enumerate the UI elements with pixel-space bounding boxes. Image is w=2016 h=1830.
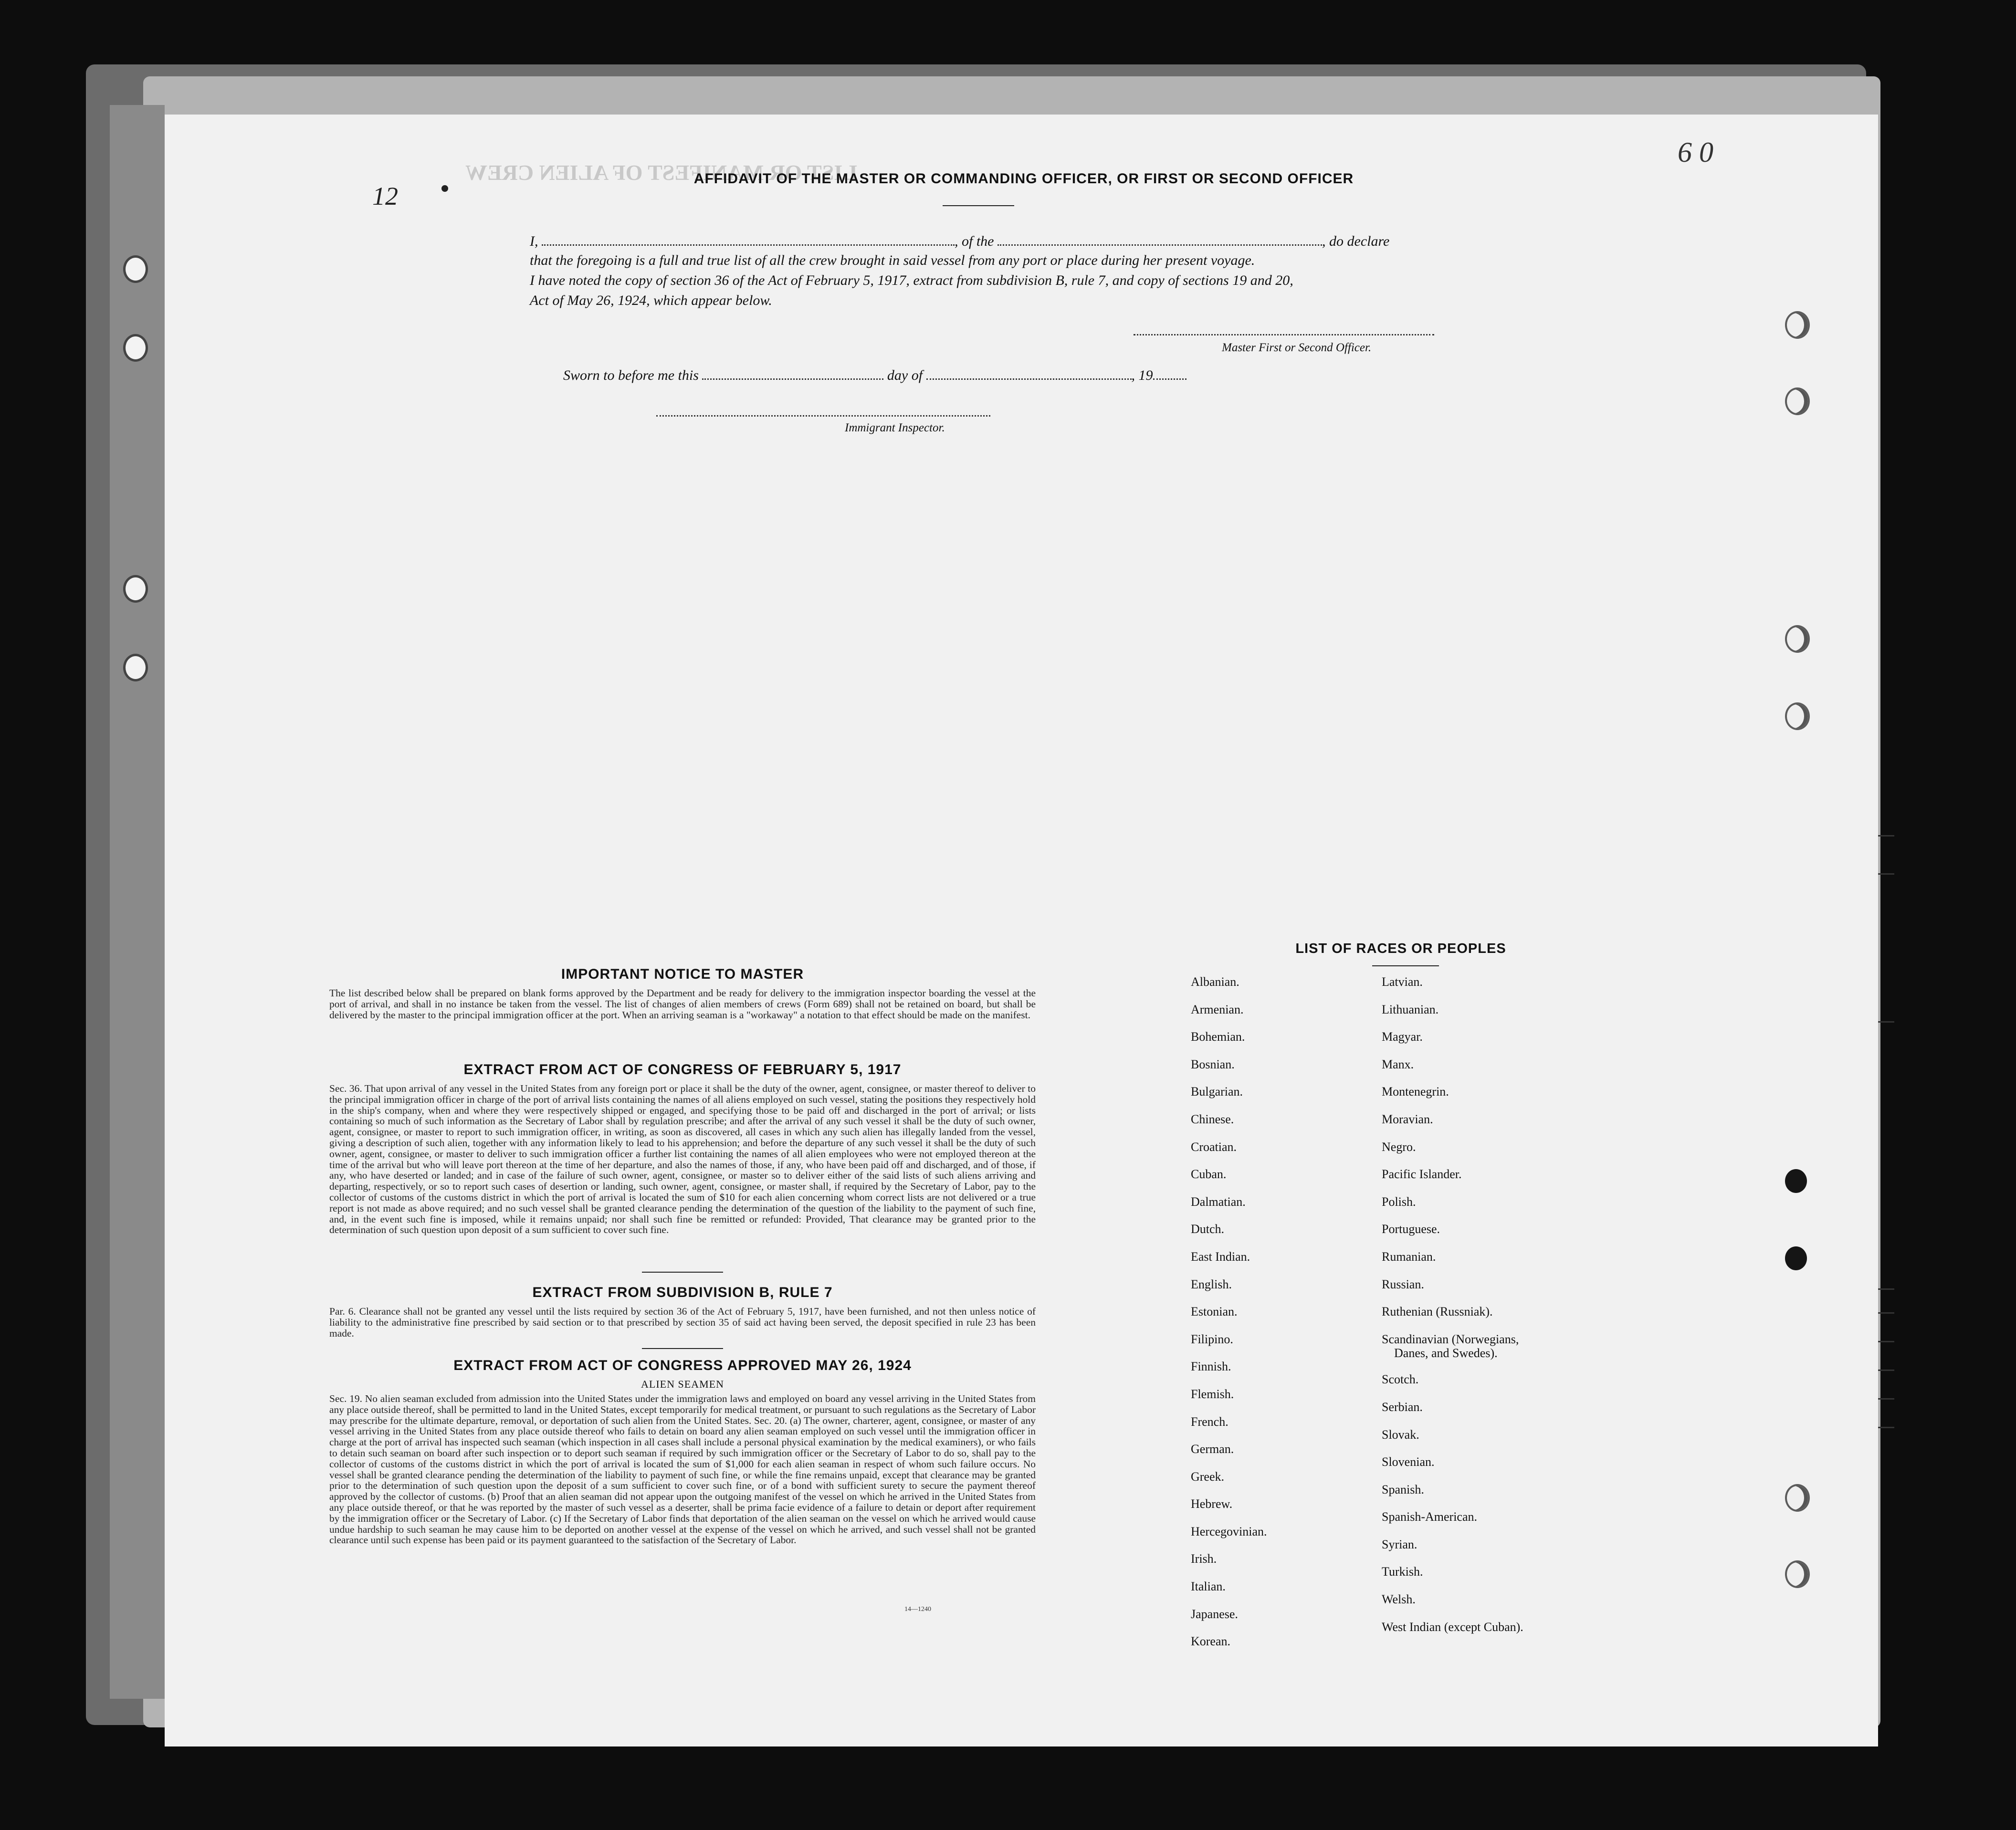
binder-hole-icon: [123, 255, 148, 283]
extract-1924-body: Sec. 19. No alien seaman excluded from admission into the United States under the immigration laws and employed on board any vessel arriving in the United States from any place outside thereof, shall be permitted to land in the United States, except temporarily for medical treatment, or pursuant to such regulations as the Secretary of Labor may prescribe for the ultimate departure, removal, or deportation of such alien from the United States. Sec. 20. (a) The owner, charterer, agent, consignee, or master of any vessel arriving in the United States from any place outside thereof who fails to detain on board any alien seaman employed on such vessel until the immigration officer in charge at the port of arrival has inspected such seaman (which inspection in all cases shall include a personal physical examination by the medical examiners), or who fails to detain such seaman on board after such inspection or to deport such seaman if required by such immigration officer or the Secretary of Labor to do so, shall pay to the collector of customs of the customs district in which the port of arrival is located the sum of $1,000 for each alien seaman in respect of whom such failure occurs. No vessel shall be granted clearance pending the determination of the liability to payment of such fine, or while the fine remains unpaid, except that clearance may be granted prior to the determination of such question upon the deposit of a sum sufficient to cover such fine, or of a bond with sufficient surety to secure the payment thereof approved by the collector of customs. (b) Proof that an alien seaman did not appear upon the outgoing manifest of the vessel on which he arrived in the United States from any place outside thereof, or that he was reported by the master of such vessel as a deserter, shall be prima facie evidence of a failure to detain or deport after requirement by the immigration officer or the Secretary of Labor. (c) If the Secretary of Labor finds that deportation of the alien seaman on the vessel on which he arrived would cause undue hardship to such seaman he may cause him to be deported on another vessel at the expense of the vessel on which he arrived, and such vessel shall not be granted clearance until such expense has been paid or its payment guaranteed to the satisfaction of the Secretary of Labor.: [329, 1393, 1036, 1546]
race-list-item: Chinese.: [1191, 1112, 1234, 1126]
race-list-item: Slovak.: [1382, 1427, 1419, 1442]
race-list-item: Negro.: [1382, 1140, 1416, 1154]
race-list-item: Bosnian.: [1191, 1057, 1235, 1071]
ink-dot: [441, 185, 448, 192]
master-signature-label: Master First or Second Officer.: [1222, 341, 1372, 354]
vessel-name-field[interactable]: [998, 244, 1322, 246]
race-list-item: English.: [1191, 1277, 1232, 1291]
race-list-item: Estonian.: [1191, 1305, 1238, 1319]
notice-body: The list described below shall be prepared on blank forms approved by the Department and be ready for delivery to the immigration inspector boarding the vessel at the port of arrival, and shall in no instance be taken from the vessel. The list of changes of alien members of crews (Form 689) shall not be retained on board, but shall be delivered by the master to the principal immigration officer at the port. When an arriving seaman is a "workaway" a notation to that effect should be made on the manifest.: [329, 987, 1036, 1021]
tab-mark: [1878, 835, 1894, 837]
race-list-item: French.: [1191, 1414, 1228, 1429]
races-heading: LIST OF RACES OR PEOPLES: [1295, 941, 1506, 956]
punch-hole-icon: [1785, 311, 1810, 339]
race-list-item: Dutch.: [1191, 1222, 1225, 1236]
race-list-item: Polish.: [1382, 1194, 1416, 1209]
punch-hole-icon: [1785, 625, 1810, 653]
punch-hole-icon: [1785, 702, 1810, 730]
rule7-heading: EXTRACT FROM SUBDIVISION B, RULE 7: [532, 1285, 833, 1300]
race-list-item: Welsh.: [1382, 1592, 1416, 1607]
section-rule: [642, 1348, 723, 1349]
inspector-signature-field[interactable]: [656, 415, 990, 417]
sworn-line: Sworn to before me this day of , 19: [563, 367, 1470, 384]
race-list-item: Spanish.: [1382, 1482, 1424, 1496]
affidavit-declaration-line2: that the foregoing is a full and true list of all the crew brought in said vessel from any port or place during her present voyage.: [530, 252, 1255, 268]
bleed-through-heading: LIST OR MANIFEST OF ALIEN CREW: [465, 160, 857, 185]
tab-mark: [1878, 1398, 1894, 1400]
heading-rule: [943, 205, 1014, 206]
punch-hole-icon: [1785, 1560, 1810, 1588]
affidavit-heading: AFFIDAVIT OF THE MASTER OR COMMANDING OFFICER, OR FIRST OR SECOND OFFICER: [693, 171, 1354, 187]
race-list-item: Irish.: [1191, 1552, 1217, 1566]
punch-hole-icon: [1785, 387, 1810, 415]
race-list-item: Ruthenian (Russniak).: [1382, 1305, 1493, 1319]
race-list-item: Scotch.: [1382, 1372, 1419, 1387]
race-list-item: Hercegovinian.: [1191, 1524, 1267, 1538]
race-list-item: Turkish.: [1382, 1565, 1423, 1579]
tab-mark: [1878, 1341, 1894, 1342]
affidavit-declaration-line4: Act of May 26, 1924, which appear below.: [530, 293, 772, 308]
binder-hole-icon: [123, 654, 148, 681]
race-list-item: Montenegrin.: [1382, 1085, 1449, 1099]
tab-mark: [1878, 873, 1894, 875]
race-list-item: Slovenian.: [1382, 1455, 1435, 1469]
race-list-item: Moravian.: [1382, 1112, 1433, 1126]
sworn-month-field[interactable]: [926, 378, 1132, 380]
alien-seamen-subheading: ALIEN SEAMEN: [641, 1378, 724, 1390]
punch-hole-icon: [1785, 1169, 1807, 1193]
race-list-item: Japanese.: [1191, 1607, 1238, 1621]
race-list-item: Flemish.: [1191, 1387, 1234, 1401]
race-list-item: Latvian.: [1382, 975, 1423, 989]
rule7-body: Par. 6. Clearance shall not be granted any vessel until the lists required by section 36 of the Act of February 5, 1917, have been furnished, and not then unless notice of liability to the administrative fine prescribed by said section or to that prescribed by section 35 of said act having been served, the deposit specified in rule 23 has been made.: [329, 1306, 1036, 1339]
race-list-item: Bohemian.: [1191, 1030, 1245, 1044]
affidavit-declaration-line3: I have noted the copy of section 36 of the Act of February 5, 1917, extract from subdivision B, rule 7, and copy of sections 19 and 20,: [530, 272, 1293, 288]
race-list-item: Filipino.: [1191, 1332, 1233, 1346]
extract-1917-body: Sec. 36. That upon arrival of any vessel in the United States from any foreign port or place it shall be the duty of the owner, agent, consignee, or master thereof to deliver to the principal immigration officer in charge of the port of arrival lists containing the names of all aliens employed on such vessel, stating the positions they respectively hold in the ship's company, when and where they were respectively shipped or engaged, and specifying those to be paid off and discharged in the port of arrival; or lists containing so much of such information as the Secretary of Labor shall by regulation prescribe; and after the arrival of any such vessel it shall be the duty of such owner, agent, consignee, or master to report to such immigration officer, in writing, as soon as discovered, all cases in which any such alien has illegally landed from the vessel, giving a description of such alien, together with any information likely to lead to his apprehension; and before the departure of any such vessel it shall be the duty of such owner, agent, consignee, or master to deliver to such immigration officer a further list containing the names of all alien employees who were not employed thereon at the time of the arrival but who will leave port thereon at the time of her departure, and also the names of those, if any, who have been paid off and discharged, and of those, if any, who have deserted or landed; and in case of the failure of such owner, agent, consignee, or master so to deliver either of the said lists of such aliens arriving and departing, respectively, or so to report such cases of desertion or landing, such owner, agent, consignee, or master shall, if required by the Secretary of Labor, pay to the collector of customs of the customs district in which the port of arrival is located the sum of $10 for each alien concerning whom correct lists are not delivered or a true report is not made as above required; and no such vessel shall be granted clearance pending the determination of the question of the liability to the payment of such fine, and, in the event such fine is imposed, while it remains unpaid; nor shall such fine be remitted or refunded: Provided, That clearance may be granted prior to the determination of such question upon deposit of a sum sufficient to cover such fine.: [329, 1083, 1036, 1236]
race-list-item: Korean.: [1191, 1634, 1231, 1649]
tab-mark: [1878, 1288, 1894, 1290]
heading-rule: [1372, 965, 1439, 966]
form-number: 14—1240: [904, 1606, 931, 1613]
extract-1924-heading: EXTRACT FROM ACT OF CONGRESS APPROVED MAY 26, 1924: [453, 1358, 912, 1373]
race-list-item: Italian.: [1191, 1579, 1226, 1594]
race-list-item: West Indian (except Cuban).: [1382, 1620, 1523, 1634]
race-list-item: Cuban.: [1191, 1167, 1227, 1182]
race-list-item: Serbian.: [1382, 1400, 1423, 1414]
section-rule: [642, 1272, 723, 1273]
race-list-item: East Indian.: [1191, 1249, 1250, 1264]
race-list-item: Scandinavian (Norwegians,: [1382, 1332, 1519, 1346]
extract-1917-heading: EXTRACT FROM ACT OF CONGRESS OF FEBRUARY 5, 1917: [463, 1062, 902, 1077]
race-list-item: Armenian.: [1191, 1002, 1244, 1016]
notice-heading: IMPORTANT NOTICE TO MASTER: [561, 966, 804, 982]
tab-mark: [1878, 1021, 1894, 1023]
punch-hole-icon: [1785, 1484, 1810, 1512]
affidavit-declaration-line1: I, , of the , do declare: [530, 233, 1390, 249]
race-list-item: Russian.: [1382, 1277, 1424, 1291]
race-list-item: Spanish-American.: [1382, 1510, 1478, 1524]
tab-mark: [1878, 1370, 1894, 1371]
race-list-item: Pacific Islander.: [1382, 1167, 1462, 1182]
sworn-year-field[interactable]: [1153, 378, 1186, 380]
race-list-item: Rumanian.: [1382, 1249, 1436, 1264]
race-list-item: Albanian.: [1191, 975, 1239, 989]
race-list-item: Croatian.: [1191, 1140, 1237, 1154]
tab-mark: [1878, 1427, 1894, 1428]
sworn-day-field[interactable]: [702, 378, 883, 380]
punch-hole-icon: [1785, 1246, 1807, 1270]
races-right-column: [1382, 975, 1523, 1647]
race-list-item: Dalmatian.: [1191, 1194, 1246, 1209]
race-list-item: Greek.: [1191, 1469, 1225, 1484]
handwritten-mark: 12: [372, 182, 398, 210]
race-list-item: Magyar.: [1382, 1030, 1423, 1044]
race-list-item: Lithuanian.: [1382, 1002, 1439, 1016]
race-list-item: Manx.: [1382, 1057, 1414, 1071]
inspector-label: Immigrant Inspector.: [845, 421, 945, 434]
races-left-column: [1191, 975, 1267, 1662]
race-list-item: German.: [1191, 1442, 1234, 1456]
binder-hole-icon: [123, 334, 148, 362]
race-list-item: Portuguese.: [1382, 1222, 1440, 1236]
form-page: [165, 115, 1878, 1746]
master-signature-field[interactable]: [1134, 334, 1434, 335]
race-list-item: Syrian.: [1382, 1537, 1418, 1551]
race-list-item: Hebrew.: [1191, 1497, 1233, 1511]
handwritten-page-number: 6 0: [1678, 136, 1713, 168]
race-list-item: Danes, and Swedes).: [1394, 1346, 1498, 1360]
tab-mark: [1878, 1312, 1894, 1314]
master-name-field[interactable]: [542, 244, 955, 246]
binder-hole-icon: [123, 575, 148, 603]
race-list-item: Bulgarian.: [1191, 1085, 1243, 1099]
race-list-item: Finnish.: [1191, 1359, 1231, 1374]
